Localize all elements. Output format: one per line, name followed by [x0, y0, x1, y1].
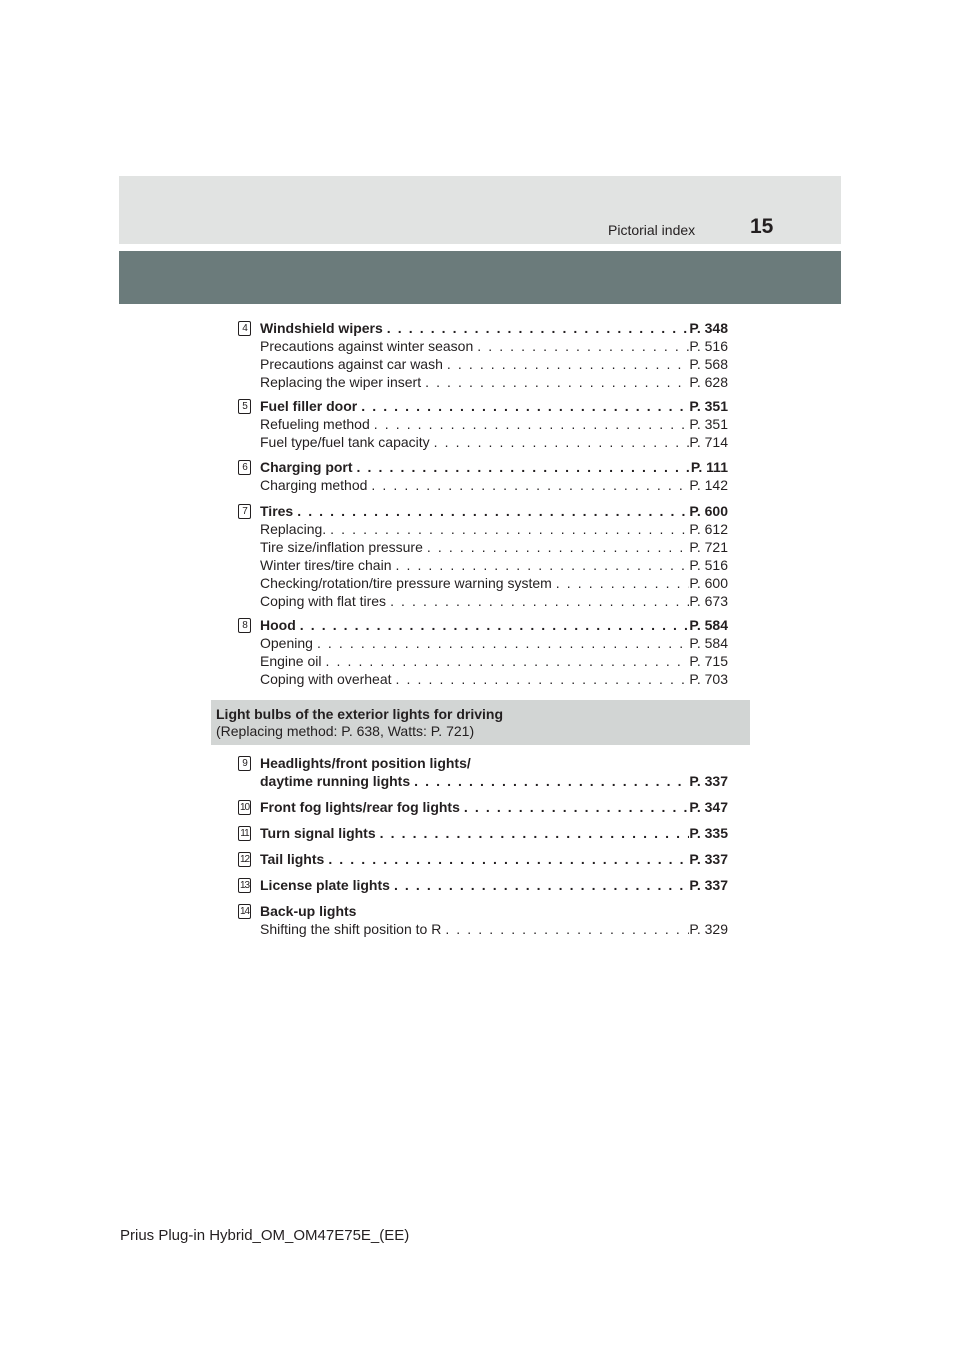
entry-heading [238, 876, 728, 894]
dot-leader [391, 556, 689, 574]
entry-subitem [238, 670, 728, 688]
dot-leader [383, 319, 690, 337]
entry-label: Fuel type/fuel tank capacity [260, 434, 430, 450]
entry-heading [238, 824, 728, 842]
dot-leader [392, 670, 690, 688]
entry-label: Replacing the wiper insert [260, 374, 422, 390]
entry-heading [238, 754, 728, 772]
entry-label: Back-up lights [260, 903, 357, 919]
entry-label: Opening [260, 635, 313, 651]
entry-heading [238, 458, 728, 476]
callout-number-icon: 8 [238, 618, 251, 633]
page-reference: P. 715 [689, 653, 728, 669]
index-entry [238, 876, 728, 894]
entry-subitem [238, 337, 728, 355]
entry-subitem [238, 556, 728, 574]
index-entry [238, 458, 728, 494]
dot-leader [390, 876, 689, 894]
dot-leader [367, 476, 689, 494]
dot-leader [443, 355, 689, 373]
dot-leader [326, 520, 689, 538]
entry-subitem [238, 652, 728, 670]
index-entry [238, 798, 728, 816]
page-reference: P. 600 [689, 503, 728, 519]
dot-leader [460, 798, 689, 816]
entry-label: Tail lights [260, 851, 325, 867]
dot-leader [376, 824, 690, 842]
entry-label: daytime running lights [260, 773, 411, 789]
dot-leader [441, 920, 689, 938]
entry-label: Hood [260, 617, 296, 633]
callout-number-icon: 9 [238, 756, 251, 771]
lights-section-subtitle: (Replacing method: P. 638, Watts: P. 721) [216, 723, 475, 739]
page-reference: P. 351 [689, 416, 728, 432]
entry-label: Replacing. [260, 521, 327, 537]
dot-leader [421, 373, 689, 391]
dot-leader [296, 616, 690, 634]
entry-subitem [238, 574, 728, 592]
dot-leader [430, 433, 690, 451]
page-reference: P. 584 [689, 635, 728, 651]
page-reference: P. 337 [689, 851, 728, 867]
index-entry [238, 319, 728, 391]
entry-subitem [238, 592, 728, 610]
entry-label: Precautions against car wash [260, 356, 443, 372]
page-reference: P. 714 [689, 434, 728, 450]
entry-heading [238, 798, 728, 816]
page-reference: P. 348 [689, 320, 728, 336]
document-id: Prius Plug-in Hybrid_OM_OM47E75E_(EE) [120, 1227, 410, 1244]
entry-subitem [238, 520, 728, 538]
callout-number-icon: 14 [239, 906, 250, 917]
callout-number-icon: 10 [239, 802, 250, 813]
entry-label: Coping with overheat [260, 671, 392, 687]
entry-subitem [238, 634, 728, 652]
entry-heading [238, 772, 728, 790]
page-number: 15 [750, 215, 774, 238]
dot-leader [357, 397, 689, 415]
entry-label: Refueling method [260, 416, 370, 432]
entry-heading [238, 902, 728, 920]
entry-label: Engine oil [260, 653, 322, 669]
page-reference: P. 335 [689, 825, 728, 841]
page-reference: P. 568 [689, 356, 728, 372]
page-reference: P. 337 [689, 773, 728, 789]
entry-label: Tire size/inflation pressure [260, 539, 423, 555]
dot-leader [322, 652, 690, 670]
dot-leader [473, 337, 689, 355]
page-reference: P. 600 [689, 575, 728, 591]
page-reference: P. 142 [689, 477, 728, 493]
entry-subitem [238, 920, 728, 938]
callout-number-icon: 4 [238, 321, 251, 336]
callout-number-icon: 5 [238, 399, 251, 414]
dot-leader [324, 850, 689, 868]
entry-label: Coping with flat tires [260, 593, 387, 609]
dot-leader [410, 772, 689, 790]
entry-label: Turn signal lights [260, 825, 376, 841]
header-band [119, 251, 841, 304]
entry-label: Charging method [260, 477, 368, 493]
index-entry [238, 616, 728, 688]
entry-label: Shifting the shift position to R [260, 921, 442, 937]
dot-leader [353, 458, 691, 476]
callout-number-icon: 11 [238, 826, 251, 841]
entry-label: Tires [260, 503, 294, 519]
callout-number-icon: 13 [239, 880, 250, 891]
entry-heading [238, 850, 728, 868]
page-reference: P. 673 [689, 593, 728, 609]
dot-leader [313, 634, 689, 652]
index-entry [238, 397, 728, 451]
page-reference: P. 516 [689, 557, 728, 573]
entry-heading [238, 502, 728, 520]
index-entry [238, 902, 728, 938]
entry-label: License plate lights [260, 877, 390, 893]
entry-heading [238, 616, 728, 634]
dot-leader [293, 502, 689, 520]
entry-subitem [238, 415, 728, 433]
dot-leader [370, 415, 690, 433]
entry-heading [238, 319, 728, 337]
dot-leader [552, 574, 690, 592]
page-reference: P. 628 [689, 374, 728, 390]
index-entry [238, 754, 728, 790]
entry-label: Headlights/front position lights/ [260, 755, 471, 771]
entry-subitem [238, 373, 728, 391]
entry-label: Winter tires/tire chain [260, 557, 392, 573]
index-entry [238, 850, 728, 868]
page-reference: P. 584 [689, 617, 728, 633]
index-entry [238, 502, 728, 610]
entry-heading [238, 397, 728, 415]
entry-label: Precautions against winter season [260, 338, 474, 354]
entry-subitem [238, 433, 728, 451]
entry-subitem [238, 538, 728, 556]
header-top-bar [119, 176, 841, 244]
dot-leader [386, 592, 689, 610]
entry-label: Front fog lights/rear fog lights [260, 799, 460, 815]
page-reference: P. 337 [689, 877, 728, 893]
page-reference: P. 329 [689, 921, 728, 937]
page-reference: P. 351 [689, 398, 728, 414]
callout-number-icon: 7 [238, 504, 251, 519]
entry-label: Checking/rotation/tire pressure warning system [260, 575, 552, 591]
entry-subitem [238, 476, 728, 494]
entry-label: Charging port [260, 459, 353, 475]
index-entry [238, 824, 728, 842]
page-reference: P. 703 [689, 671, 728, 687]
page-reference: P. 111 [690, 459, 728, 475]
section-title: Pictorial index [608, 222, 696, 238]
page-reference: P. 347 [689, 799, 728, 815]
page-reference: P. 612 [689, 521, 728, 537]
entry-label: Windshield wipers [260, 320, 383, 336]
page-reference: P. 516 [689, 338, 728, 354]
entry-subitem [238, 355, 728, 373]
lights-section-title: Light bulbs of the exterior lights for driving [216, 706, 503, 722]
page-reference: P. 721 [689, 539, 728, 555]
entry-label: Fuel filler door [260, 398, 358, 414]
callout-number-icon: 12 [239, 854, 250, 865]
callout-number-icon: 6 [238, 460, 251, 475]
dot-leader [423, 538, 689, 556]
